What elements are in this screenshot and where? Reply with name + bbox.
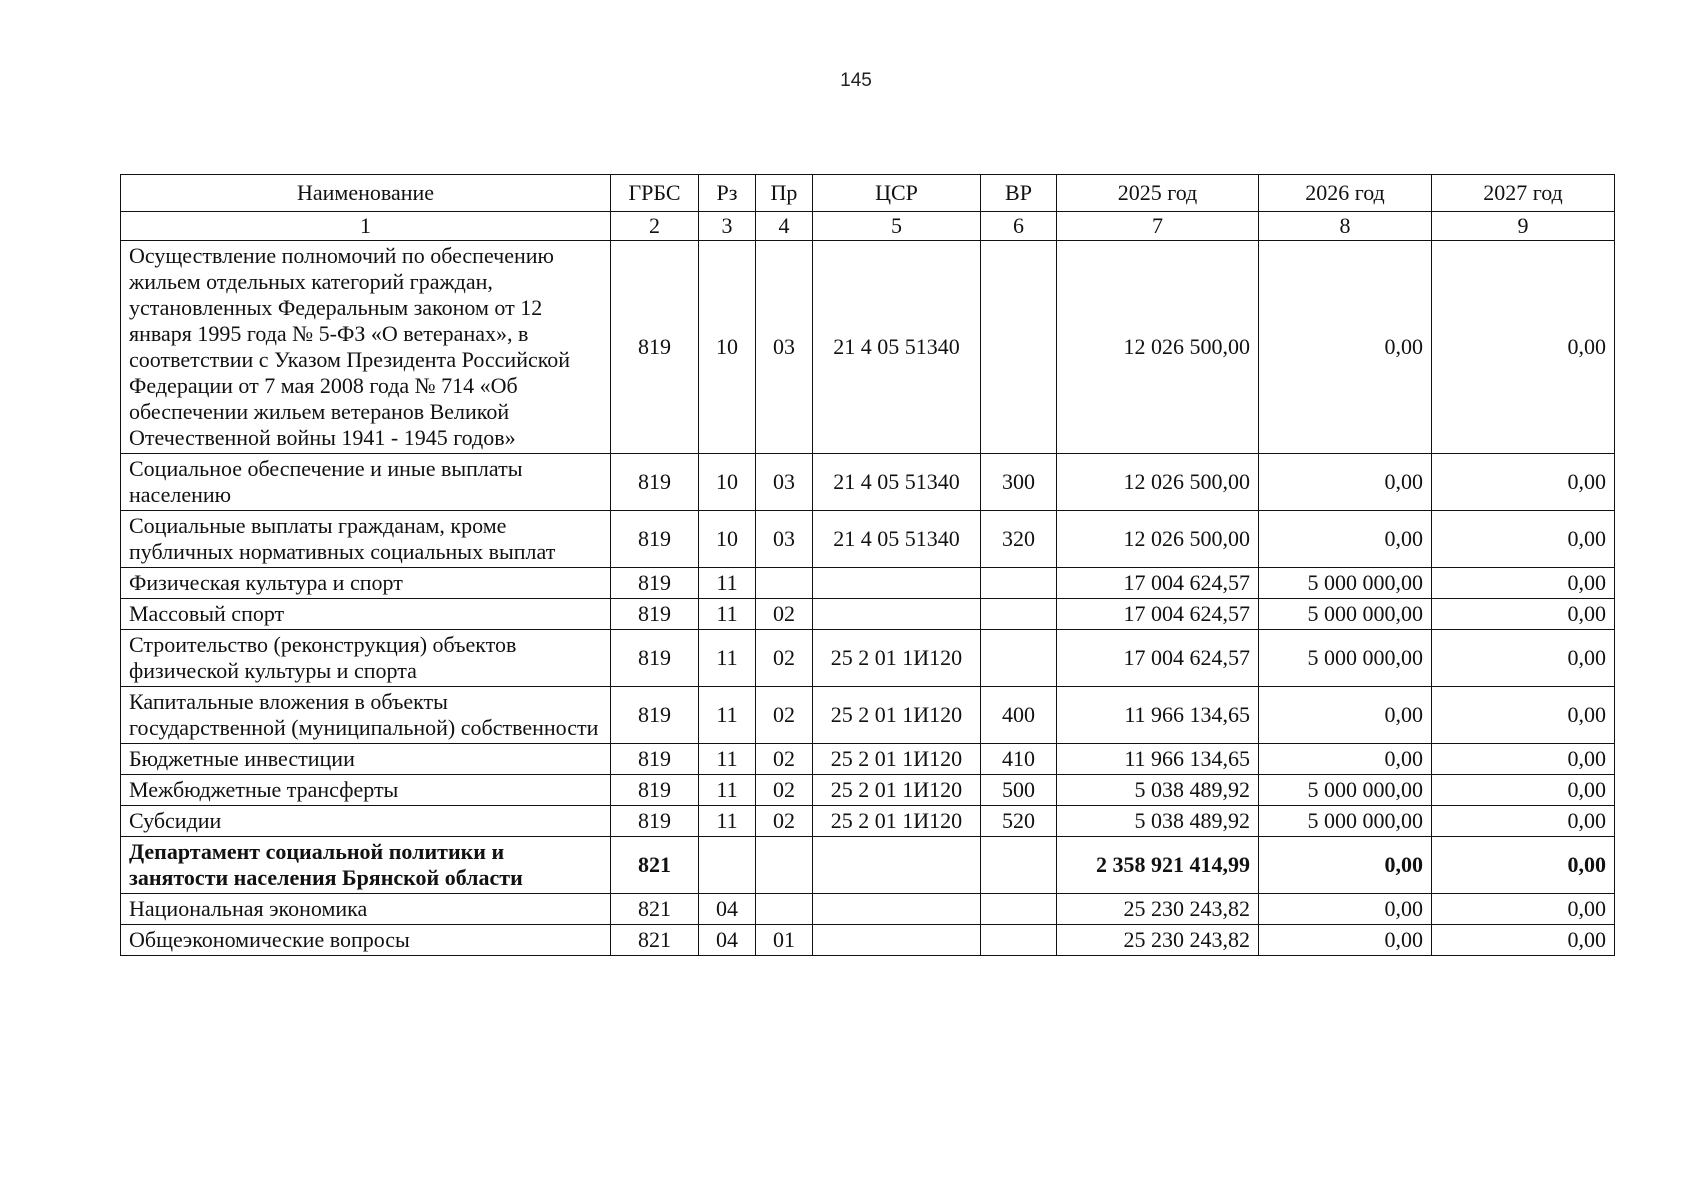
cell-pr: 02 <box>756 775 813 806</box>
header-csr: ЦСР <box>813 175 981 212</box>
cell-2027: 0,00 <box>1432 894 1615 925</box>
cell-name: Массовый спорт <box>121 599 611 630</box>
cell-vr: 300 <box>981 454 1057 511</box>
cell-2026: 0,00 <box>1259 241 1432 454</box>
cell-csr <box>813 894 981 925</box>
cell-grbs: 819 <box>611 454 699 511</box>
cell-rz: 10 <box>699 241 756 454</box>
cell-name: Национальная экономика <box>121 894 611 925</box>
cell-grbs: 819 <box>611 511 699 568</box>
table-row <box>121 599 1615 630</box>
cell-2025: 5 038 489,92 <box>1057 806 1259 837</box>
cell-csr: 21 4 05 51340 <box>813 454 981 511</box>
header-pr: Пр <box>756 175 813 212</box>
cell-vr: 520 <box>981 806 1057 837</box>
cell-2027: 0,00 <box>1432 837 1615 894</box>
cell-rz: 11 <box>699 599 756 630</box>
cell-2026: 0,00 <box>1259 894 1432 925</box>
cell-csr: 25 2 01 1И120 <box>813 687 981 744</box>
cell-name: Общеэкономические вопросы <box>121 925 611 956</box>
page-number: 145 <box>840 70 872 91</box>
cell-pr: 03 <box>756 511 813 568</box>
cell-2025: 11 966 134,65 <box>1057 687 1259 744</box>
cell-name: Осуществление полномочий по обеспечению жильем отдельных категорий граждан, установленных Федеральным законом от 12 января 1995 года № 5-ФЗ «О ветеранах», в соответствии с Указом Президента Российской Федерации от 7 мая 2008 года № 714 «Об обеспечении жильем ветеранов Великой Отечественной войны 1941 - 1945 годов» <box>121 241 611 454</box>
cell-csr: 21 4 05 51340 <box>813 241 981 454</box>
header-rz: Рз <box>699 175 756 212</box>
header-2025: 2025 год <box>1057 175 1259 212</box>
cell-name: Социальное обеспечение и иные выплаты населению <box>121 454 611 511</box>
cell-2026: 0,00 <box>1259 511 1432 568</box>
cell-csr <box>813 837 981 894</box>
cell-pr: 02 <box>756 599 813 630</box>
cell-2025: 25 230 243,82 <box>1057 894 1259 925</box>
cell-2027: 0,00 <box>1432 806 1615 837</box>
cell-name: Физическая культура и спорт <box>121 568 611 599</box>
cell-rz: 04 <box>699 925 756 956</box>
cell-grbs: 819 <box>611 744 699 775</box>
cell-grbs: 819 <box>611 568 699 599</box>
cell-grbs: 821 <box>611 925 699 956</box>
cell-2025: 5 038 489,92 <box>1057 775 1259 806</box>
cell-rz: 10 <box>699 511 756 568</box>
cell-2027: 0,00 <box>1432 568 1615 599</box>
cell-name: Капитальные вложения в объекты государственной (муниципальной) собственности <box>121 687 611 744</box>
cell-2025: 17 004 624,57 <box>1057 568 1259 599</box>
cell-csr <box>813 568 981 599</box>
cell-rz: 11 <box>699 744 756 775</box>
cell-vr <box>981 630 1057 687</box>
table-row <box>121 687 1615 744</box>
column-number: 1 <box>121 212 611 241</box>
table-row <box>121 241 1615 454</box>
cell-2027: 0,00 <box>1432 775 1615 806</box>
cell-vr: 500 <box>981 775 1057 806</box>
cell-2027: 0,00 <box>1432 599 1615 630</box>
cell-2027: 0,00 <box>1432 925 1615 956</box>
cell-2025: 11 966 134,65 <box>1057 744 1259 775</box>
cell-2026: 5 000 000,00 <box>1259 806 1432 837</box>
table-row <box>121 511 1615 568</box>
cell-csr: 25 2 01 1И120 <box>813 744 981 775</box>
column-number: 4 <box>756 212 813 241</box>
cell-2026: 0,00 <box>1259 837 1432 894</box>
header-grbs: ГРБС <box>611 175 699 212</box>
cell-2025: 12 026 500,00 <box>1057 511 1259 568</box>
cell-vr <box>981 241 1057 454</box>
cell-grbs: 819 <box>611 775 699 806</box>
cell-2025: 17 004 624,57 <box>1057 630 1259 687</box>
cell-grbs: 819 <box>611 806 699 837</box>
table-row <box>121 894 1615 925</box>
cell-2025: 17 004 624,57 <box>1057 599 1259 630</box>
cell-vr <box>981 925 1057 956</box>
cell-grbs: 819 <box>611 599 699 630</box>
cell-csr <box>813 599 981 630</box>
header-vr: ВР <box>981 175 1057 212</box>
cell-name: Социальные выплаты гражданам, кроме публичных нормативных социальных выплат <box>121 511 611 568</box>
table-row <box>121 925 1615 956</box>
cell-rz <box>699 837 756 894</box>
cell-grbs: 819 <box>611 241 699 454</box>
table-row <box>121 744 1615 775</box>
header-2026: 2026 год <box>1259 175 1432 212</box>
cell-rz: 11 <box>699 775 756 806</box>
header-name: Наименование <box>121 175 611 212</box>
column-number: 3 <box>699 212 756 241</box>
cell-2027: 0,00 <box>1432 687 1615 744</box>
cell-pr: 03 <box>756 454 813 511</box>
header-row <box>121 175 1615 212</box>
cell-2026: 0,00 <box>1259 687 1432 744</box>
table-row <box>121 568 1615 599</box>
cell-rz: 11 <box>699 630 756 687</box>
table-row <box>121 775 1615 806</box>
cell-grbs: 819 <box>611 630 699 687</box>
cell-2027: 0,00 <box>1432 511 1615 568</box>
cell-pr <box>756 894 813 925</box>
cell-pr: 02 <box>756 687 813 744</box>
cell-2025: 25 230 243,82 <box>1057 925 1259 956</box>
cell-rz: 11 <box>699 568 756 599</box>
column-number: 6 <box>981 212 1057 241</box>
cell-csr: 21 4 05 51340 <box>813 511 981 568</box>
cell-name: Субсидии <box>121 806 611 837</box>
column-number: 7 <box>1057 212 1259 241</box>
cell-rz: 10 <box>699 454 756 511</box>
cell-pr: 02 <box>756 744 813 775</box>
cell-rz: 11 <box>699 806 756 837</box>
cell-vr <box>981 568 1057 599</box>
table-row <box>121 454 1615 511</box>
cell-2025: 12 026 500,00 <box>1057 241 1259 454</box>
cell-grbs: 821 <box>611 894 699 925</box>
cell-2026: 0,00 <box>1259 925 1432 956</box>
cell-vr <box>981 894 1057 925</box>
cell-vr: 320 <box>981 511 1057 568</box>
cell-name: Бюджетные инвестиции <box>121 744 611 775</box>
cell-vr: 400 <box>981 687 1057 744</box>
cell-name: Межбюджетные трансферты <box>121 775 611 806</box>
cell-name: Строительство (реконструкция) объектов физической культуры и спорта <box>121 630 611 687</box>
table-row <box>121 837 1615 894</box>
cell-pr: 01 <box>756 925 813 956</box>
column-number-row <box>121 212 1615 241</box>
cell-pr: 02 <box>756 806 813 837</box>
cell-2026: 5 000 000,00 <box>1259 568 1432 599</box>
cell-csr <box>813 925 981 956</box>
cell-2027: 0,00 <box>1432 744 1615 775</box>
cell-2027: 0,00 <box>1432 454 1615 511</box>
cell-2026: 5 000 000,00 <box>1259 630 1432 687</box>
cell-2027: 0,00 <box>1432 241 1615 454</box>
cell-2025: 2 358 921 414,99 <box>1057 837 1259 894</box>
column-number: 8 <box>1259 212 1432 241</box>
column-number: 5 <box>813 212 981 241</box>
cell-2026: 5 000 000,00 <box>1259 775 1432 806</box>
cell-2027: 0,00 <box>1432 630 1615 687</box>
cell-pr: 03 <box>756 241 813 454</box>
cell-rz: 11 <box>699 687 756 744</box>
table-row <box>121 806 1615 837</box>
cell-pr <box>756 837 813 894</box>
cell-csr: 25 2 01 1И120 <box>813 806 981 837</box>
cell-2026: 5 000 000,00 <box>1259 599 1432 630</box>
cell-2026: 0,00 <box>1259 744 1432 775</box>
cell-vr: 410 <box>981 744 1057 775</box>
cell-csr: 25 2 01 1И120 <box>813 775 981 806</box>
column-number: 2 <box>611 212 699 241</box>
budget-table <box>120 174 1615 956</box>
table-row <box>121 630 1615 687</box>
cell-2025: 12 026 500,00 <box>1057 454 1259 511</box>
header-2027: 2027 год <box>1432 175 1615 212</box>
cell-rz: 04 <box>699 894 756 925</box>
cell-pr: 02 <box>756 630 813 687</box>
cell-vr <box>981 837 1057 894</box>
cell-2026: 0,00 <box>1259 454 1432 511</box>
cell-grbs: 821 <box>611 837 699 894</box>
column-number: 9 <box>1432 212 1615 241</box>
cell-pr <box>756 568 813 599</box>
cell-grbs: 819 <box>611 687 699 744</box>
cell-vr <box>981 599 1057 630</box>
cell-csr: 25 2 01 1И120 <box>813 630 981 687</box>
cell-name: Департамент социальной политики и занятости населения Брянской области <box>121 837 611 894</box>
